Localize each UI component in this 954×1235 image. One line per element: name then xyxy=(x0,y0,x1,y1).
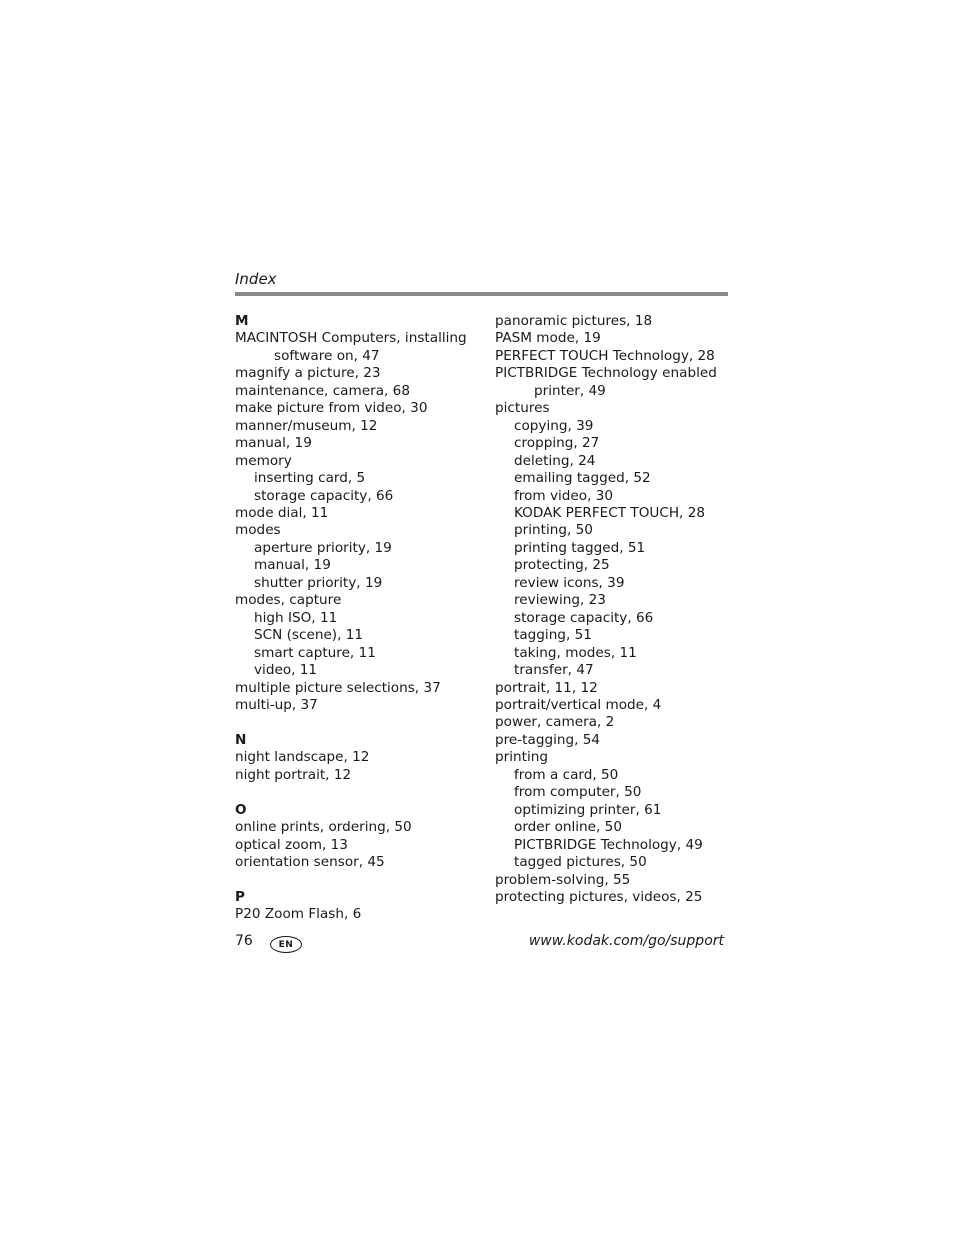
index-entry: P20 Zoom Flash, 6 xyxy=(235,906,362,923)
index-subentry: manual, 19 xyxy=(254,557,331,574)
index-entry: PERFECT TOUCH Technology, 28 xyxy=(495,347,715,364)
index-entry: optical zoom, 13 xyxy=(235,836,348,853)
index-entry: portrait/vertical mode, 4 xyxy=(495,696,662,713)
index-subentry: taking, modes, 11 xyxy=(514,644,637,661)
index-subentry: cropping, 27 xyxy=(514,435,600,452)
index-subentry: shutter priority, 19 xyxy=(254,574,383,591)
language-badge: EN xyxy=(270,936,302,953)
section-gap xyxy=(235,714,485,731)
index-entry-continuation: software on, 47 xyxy=(274,347,380,364)
index-subentry: storage capacity, 66 xyxy=(254,487,394,504)
index-letter-heading: M xyxy=(235,313,249,329)
index-subentry: copying, 39 xyxy=(514,417,594,434)
index-entry: modes, capture xyxy=(235,592,342,609)
index-subentry: storage capacity, 66 xyxy=(514,609,654,626)
index-entry: PICTBRIDGE Technology enabled xyxy=(495,365,717,382)
page-number: 76 xyxy=(235,933,253,949)
index-subentry: emailing tagged, 52 xyxy=(514,470,651,487)
index-subentry: from computer, 50 xyxy=(514,784,642,801)
index-entry-continuation: printer, 49 xyxy=(534,382,606,399)
index-column-left xyxy=(235,313,485,924)
index-letter-heading: O xyxy=(235,801,247,818)
index-subentry: printing tagged, 51 xyxy=(514,539,646,556)
index-subentry: high ISO, 11 xyxy=(254,609,338,626)
index-subentry: KODAK PERFECT TOUCH, 28 xyxy=(514,504,705,521)
index-subentry: order online, 50 xyxy=(514,819,622,836)
index-entry: night portrait, 12 xyxy=(235,766,352,783)
index-entry: panoramic pictures, 18 xyxy=(495,313,653,329)
index-subentry: transfer, 47 xyxy=(514,662,594,679)
index-entry: pictures xyxy=(495,400,550,417)
section-gap xyxy=(235,784,485,801)
index-subentry: tagged pictures, 50 xyxy=(514,854,647,871)
section-gap xyxy=(235,871,485,888)
index-subentry: printing, 50 xyxy=(514,522,593,539)
index-entry: memory xyxy=(235,452,292,469)
index-subentry: optimizing printer, 61 xyxy=(514,801,662,818)
index-subentry: PICTBRIDGE Technology, 49 xyxy=(514,836,703,853)
index-entry: protecting pictures, videos, 25 xyxy=(495,888,703,905)
index-entry: problem-solving, 55 xyxy=(495,871,631,888)
index-subentry: inserting card, 5 xyxy=(254,470,366,487)
index-subentry: from a card, 50 xyxy=(514,766,619,783)
index-entry: portrait, 11, 12 xyxy=(495,679,598,696)
index-letter-heading: N xyxy=(235,731,247,748)
index-entry: pre-tagging, 54 xyxy=(495,731,601,748)
index-entry: night landscape, 12 xyxy=(235,749,370,766)
index-entry: manner/museum, 12 xyxy=(235,417,378,434)
index-entry: printing xyxy=(495,749,548,766)
index-column-right xyxy=(495,313,735,906)
index-entry: manual, 19 xyxy=(235,435,312,452)
index-entry: mode dial, 11 xyxy=(235,504,329,521)
index-entry: make picture from video, 30 xyxy=(235,400,428,417)
header-title: Index xyxy=(235,270,277,288)
index-entry: magnify a picture, 23 xyxy=(235,365,381,382)
index-subentry: reviewing, 23 xyxy=(514,592,606,609)
index-letter-heading: P xyxy=(235,888,245,905)
index-entry: MACINTOSH Computers, installing xyxy=(235,330,467,347)
index-subentry: smart capture, 11 xyxy=(254,644,376,661)
index-entry: PASM mode, 19 xyxy=(495,330,601,347)
index-entry: orientation sensor, 45 xyxy=(235,854,385,871)
index-subentry: SCN (scene), 11 xyxy=(254,627,364,644)
support-url[interactable]: www.kodak.com/go/support xyxy=(528,933,724,949)
index-entry: multiple picture selections, 37 xyxy=(235,679,441,696)
index-subentry: deleting, 24 xyxy=(514,452,596,469)
index-entry: modes xyxy=(235,522,281,539)
index-subentry: from video, 30 xyxy=(514,487,614,504)
index-entry: multi-up, 37 xyxy=(235,696,318,713)
index-entry: online prints, ordering, 50 xyxy=(235,819,412,836)
index-subentry: protecting, 25 xyxy=(514,557,610,574)
header-rule xyxy=(235,292,728,296)
index-subentry: video, 11 xyxy=(254,662,318,679)
index-entry: maintenance, camera, 68 xyxy=(235,382,410,399)
index-subentry: aperture priority, 19 xyxy=(254,539,392,556)
index-entry: power, camera, 2 xyxy=(495,714,615,731)
index-subentry: tagging, 51 xyxy=(514,627,592,644)
index-subentry: review icons, 39 xyxy=(514,574,625,591)
